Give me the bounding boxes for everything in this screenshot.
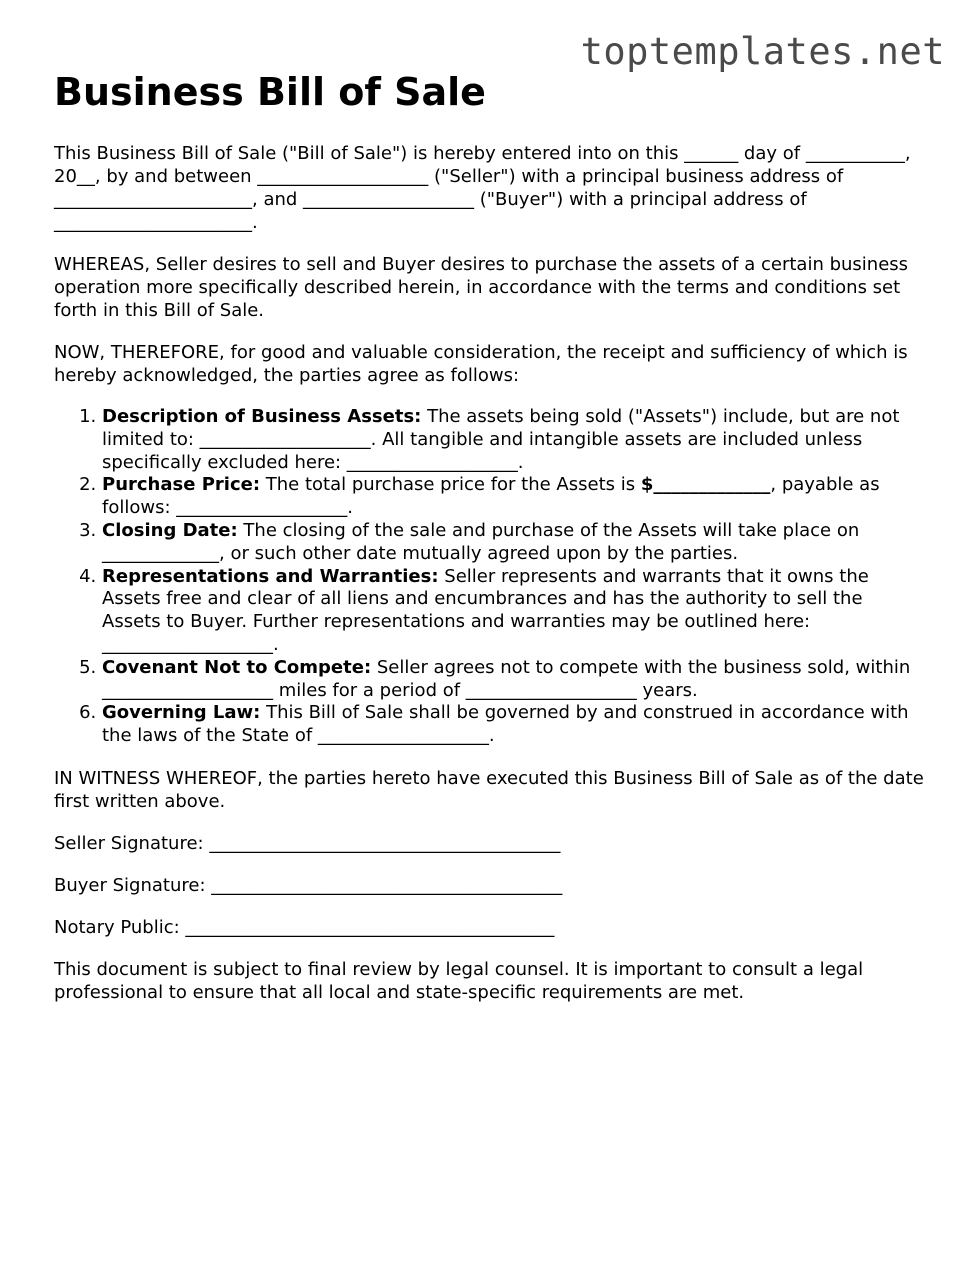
- witness-paragraph: IN WITNESS WHEREOF, the parties hereto have executed this Business Bill of Sale as of the date first written above.: [54, 767, 924, 812]
- terms-list: [54, 406, 926, 748]
- seller-signature-line: Seller Signature: _______________________________________: [54, 832, 561, 854]
- term-heading: Closing Date:: [102, 519, 238, 541]
- term-heading: Governing Law:: [102, 702, 261, 724]
- price-blank: $_____________: [640, 474, 771, 496]
- term-heading: Description of Business Assets:: [102, 406, 422, 427]
- list-item: [102, 657, 926, 703]
- term-text: The closing of the sale and purchase of the Assets will take place on _____________, or such other date mutually agreed upon by the parties.: [102, 519, 860, 564]
- list-item: [102, 520, 926, 566]
- list-item: [102, 702, 926, 748]
- disclaimer-paragraph: This document is subject to final review by legal counsel. It is important to consult a legal professional to ensure that all local and state-specific requirements are met.: [54, 958, 864, 1003]
- list-item: [102, 566, 926, 657]
- term-text: The total purchase price for the Assets is: [260, 474, 641, 496]
- notary-line: Notary Public: _________________________________________: [54, 916, 555, 938]
- term-text: This Bill of Sale shall be governed by and construed in accordance with the laws of the State of ___________________.: [102, 702, 909, 747]
- term-text: Seller represents and warrants that it owns the Assets free and clear of all liens and encumbrances and has the authority to sell the Assets to Buyer. Further representations and warranties may be outlined here: ___________________.: [102, 565, 869, 655]
- document-body: [54, 66, 926, 1023]
- term-text: The assets being sold ("Assets") include, but are not limited to: ___________________. All tangible and intangible assets are included unless specifically excluded here: ___________________.: [102, 406, 900, 473]
- intro-paragraph: This Business Bill of Sale ("Bill of Sale") is hereby entered into on this ______ day of ___________, 20__, by and between ___________________ ("Seller") with a principal business address of ______________________, and ___________________ ("Buyer") with a principal address of ______________________.: [54, 143, 911, 233]
- document-title: Business Bill of Sale: [54, 70, 486, 114]
- term-text: , payable as follows: ___________________.: [102, 474, 880, 519]
- list-item: [102, 474, 926, 520]
- term-heading: Purchase Price:: [102, 474, 261, 496]
- buyer-signature-line: Buyer Signature: _______________________________________: [54, 874, 563, 896]
- now-therefore-paragraph: NOW, THEREFORE, for good and valuable consideration, the receipt and sufficiency of which is hereby acknowledged, the parties agree as follows:: [54, 342, 908, 386]
- watermark: toptemplates.net: [580, 30, 945, 73]
- term-heading: Representations and Warranties:: [102, 565, 439, 587]
- list-item: [102, 406, 926, 474]
- whereas-paragraph: WHEREAS, Seller desires to sell and Buyer desires to purchase the assets of a certain business operation more specifically described herein, in accordance with the terms and conditions set forth in this Bill of Sale.: [54, 254, 909, 321]
- term-text: Seller agrees not to compete with the business sold, within ___________________ miles for a period of ___________________ years.: [102, 656, 911, 701]
- term-heading: Covenant Not to Compete:: [102, 656, 372, 678]
